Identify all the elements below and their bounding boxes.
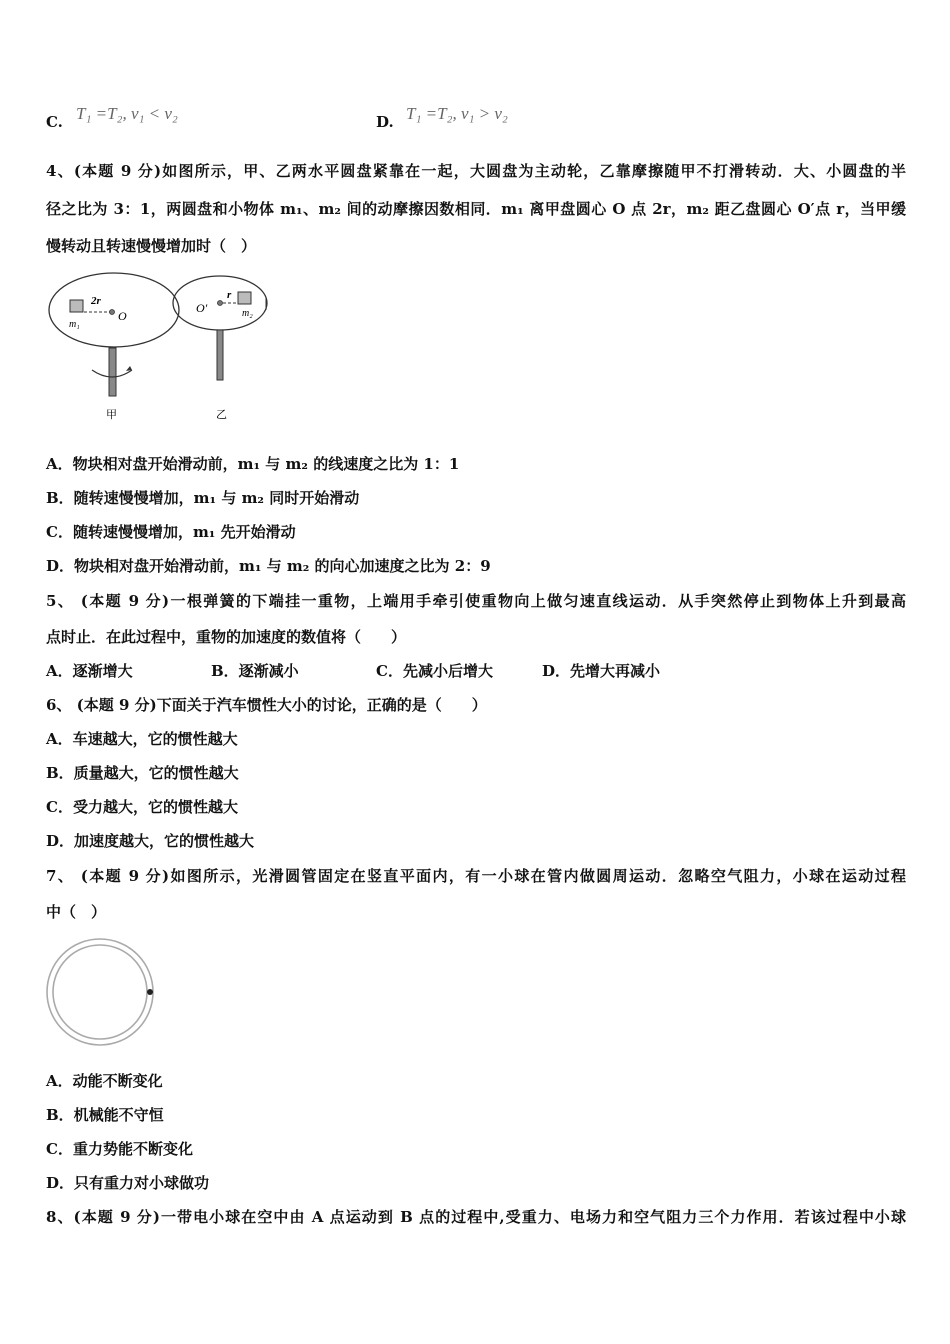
q7-tube-figure xyxy=(44,936,158,1048)
q6-option-a: A．车速越大，它的惯性越大 xyxy=(46,730,238,748)
q6-option-b: B．质量越大，它的惯性越大 xyxy=(46,764,239,782)
tube-outer xyxy=(47,939,153,1045)
center-o xyxy=(110,310,115,315)
shaft-jia xyxy=(109,348,116,396)
q3-option-c xyxy=(46,112,63,132)
ball xyxy=(147,989,153,995)
q7-option-d: D．只有重力对小球做功 xyxy=(46,1174,210,1192)
q7-option-c: C．重力势能不断变化 xyxy=(46,1140,193,1158)
label-2r: 2r xyxy=(91,295,101,307)
q4-stem-line-3: 慢转动且转速慢慢增加时（ ） xyxy=(46,237,257,255)
q5-stem-line-2: 点时止．在此过程中，重物的加速度的数值将（ ） xyxy=(46,628,407,646)
block-m1 xyxy=(70,300,83,312)
label-o-prime: O′ xyxy=(196,301,208,315)
center-o-prime xyxy=(218,301,223,306)
q4-option-c: C．随转速慢慢增加，m₁ 先开始滑动 xyxy=(46,523,296,541)
q3-option-c-formula: T₁ =T₂, v₁ < v₂ xyxy=(76,104,178,123)
shaft-yi xyxy=(217,330,223,380)
q7-stem-line-2: 中（ ） xyxy=(46,903,107,921)
q4-stem-line-2: 径之比为 3：1，两圆盘和小物体 m₁、m₂ 间的动摩擦因数相同．m₁ 离甲盘圆心 O 点 2r，m₂ 距乙盘圆心 O′点 r，当甲缓 xyxy=(46,200,906,218)
q4-disk-figure xyxy=(44,272,276,424)
q4-option-b: B．随转速慢慢增加，m₁ 与 m₂ 同时开始滑动 xyxy=(46,489,360,507)
label-m2: m₂ xyxy=(242,308,253,319)
caption-yi: 乙 xyxy=(216,409,227,421)
q5-stem-line-1: 5、 (本题 9 分)一根弹簧的下端挂一重物，上端用手牵引使重物向上做匀速直线运动．从手突然停止到物体上升到最高 xyxy=(46,592,906,610)
q7-option-b: B．机械能不守恒 xyxy=(46,1106,164,1124)
q5-option-d: D．先增大再减小 xyxy=(542,662,661,680)
label-r: r xyxy=(227,289,232,301)
q8-stem-line-1: 8、(本题 9 分)一带电小球在空中由 A 点运动到 B 点的过程中,受重力、电场力和空气阻力三个力作用．若该过程中小球 xyxy=(46,1208,906,1226)
q4-stem-line-1: 4、(本题 9 分)如图所示，甲、乙两水平圆盘紧靠在一起，大圆盘为主动轮，乙靠摩擦随甲不打滑转动．大、小圆盘的半 xyxy=(46,162,906,180)
q5-option-b: B．逐渐减小 xyxy=(211,662,299,680)
q3-option-d-formula: T₁ =T₂, v₁ > v₂ xyxy=(406,104,508,123)
q3-option-c-label: C. xyxy=(46,113,63,131)
q7-option-a: A．动能不断变化 xyxy=(46,1072,163,1090)
tube-inner xyxy=(53,945,147,1039)
q5-option-c: C．先减小后增大 xyxy=(376,662,493,680)
q6-stem: 6、 (本题 9 分)下面关于汽车惯性大小的讨论，正确的是（ ） xyxy=(46,696,487,714)
caption-jia: 甲 xyxy=(106,409,117,421)
label-o: O xyxy=(118,309,127,323)
q6-option-c: C．受力越大，它的惯性越大 xyxy=(46,798,238,816)
q7-stem-line-1: 7、 (本题 9 分)如图所示，光滑圆管固定在竖直平面内，有一小球在管内做圆周运动．忽略空气阻力，小球在运动过程 xyxy=(46,867,906,885)
q4-option-d: D．物块相对盘开始滑动前，m₁ 与 m₂ 的向心加速度之比为 2：9 xyxy=(46,557,491,575)
q6-option-d: D．加速度越大，它的惯性越大 xyxy=(46,832,255,850)
q4-option-a: A．物块相对盘开始滑动前，m₁ 与 m₂ 的线速度之比为 1：1 xyxy=(46,455,460,473)
q3-option-d xyxy=(376,112,394,132)
label-m1: m₁ xyxy=(69,319,80,330)
q3-option-d-label: D. xyxy=(376,113,394,131)
q5-option-a: A．逐渐增大 xyxy=(46,662,133,680)
block-m2 xyxy=(238,292,251,304)
